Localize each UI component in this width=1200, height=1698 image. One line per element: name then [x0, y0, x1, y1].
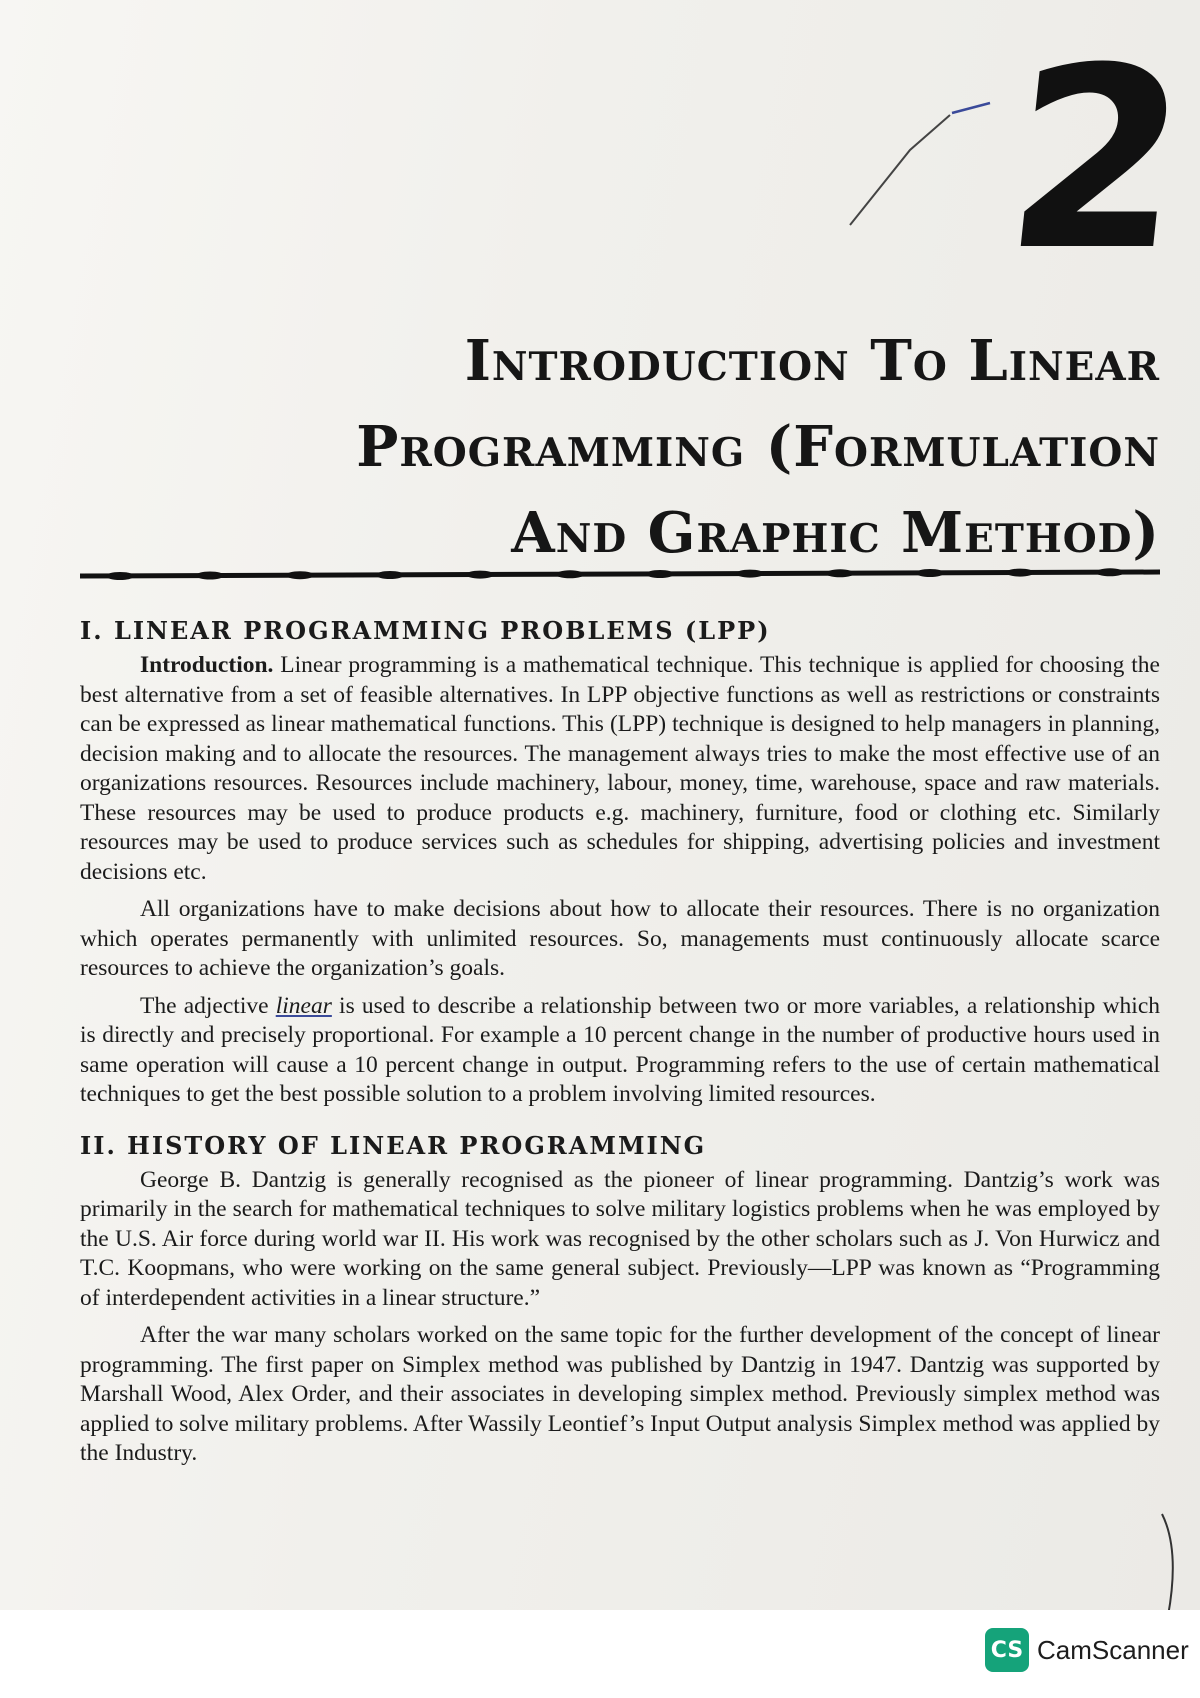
introduction-runin: Introduction. — [140, 652, 274, 678]
chapter-title-line-3: And Graphic Method) — [511, 500, 1160, 566]
chapter-title-line-1: Introduction To Linear — [464, 328, 1160, 394]
paragraph-simplex: After the war many scholars worked on the same topic for the further development of the concept of linear programming. The first paper on Simplex method was published by Dantzig in 1947. Dantzig was supported by Marshall Wood, Alex Order, and their associates in developing simplex method. Previously simplex method was applied to solve military problems. After Wassily Leontief’s Input Output analysis Simplex method was applied by the Industry. — [80, 1322, 1160, 1466]
paragraph-introduction — [80, 651, 1160, 887]
linear-def-rest: is used to describe a relationship between two or more variables, a relationship which is directly and precisely proportional. For example a 10 percent change in the number of productive hours used in same operation will cause a 10 percent change in output. Programming refers to the use of certain mathematical techniques to get the best possible solution to a problem involving limited resources. — [80, 992, 1160, 1107]
paragraph-dantzig: George B. Dantzig is generally recognised as the pioneer of linear programming. Dantzig’s work was primarily in the search for mathematical techniques to solve military logistics problems when he was employed by the U.S. Air force during world war II. His work was recognised by the other scholars such as J. Von Hurwicz and T.C. Koopmans, who were working on the same general subject. Previously—LPP was known as “Programming of interdependent activities in a linear structure.” — [80, 1166, 1160, 1311]
chapter-number: 2 — [994, 14, 1200, 305]
paragraph-linear-definition — [80, 992, 1160, 1110]
ornamental-divider — [80, 562, 1160, 586]
camscanner-watermark — [985, 1628, 1189, 1672]
section-heading-lpp: I. LINEAR PROGRAMMING PROBLEMS (LPP) — [80, 616, 771, 645]
section-heading-history: II. HISTORY OF LINEAR PROGRAMMING — [80, 1130, 707, 1160]
camscanner-logo: CS — [985, 1628, 1029, 1672]
camscanner-label: CamScanner — [1037, 1634, 1189, 1665]
chapter-title-line-2: Programming (Formulation — [356, 414, 1160, 480]
linear-word: linear — [275, 992, 332, 1019]
linear-def-start: The adjective — [140, 992, 276, 1019]
chapter-body — [80, 615, 1160, 1477]
chapter-title — [180, 318, 1160, 576]
pen-bracket-mark — [1158, 1510, 1182, 1620]
paragraph-organizations: All organizations have to make decisions about how to allocate their resources. There is no organization which operates permanently with unlimited resources. So, managements must continuously allocate scarce resources to achieve the organization’s goals. — [80, 896, 1160, 981]
pen-mark — [840, 95, 1000, 235]
introduction-text: Linear programming is a mathematical technique. This technique is applied for choosing the best alternative from a set of feasible alternatives. In LPP objective functions as well as restrictions or constraints can be expressed as linear mathematical functions. This (LPP) technique is designed to help managers in planning, decision making and to allocate the resources. The management always tries to make the most effective use of an organizations resources. Resources include machinery, labour, money, time, warehouse, space and raw materials. These resources may be used to produce products e.g. machinery, furniture, food or clothing etc. Similarly resources may be used to produce services such as schedules for shipping, advertising policies and investment decisions etc. — [80, 652, 1160, 885]
